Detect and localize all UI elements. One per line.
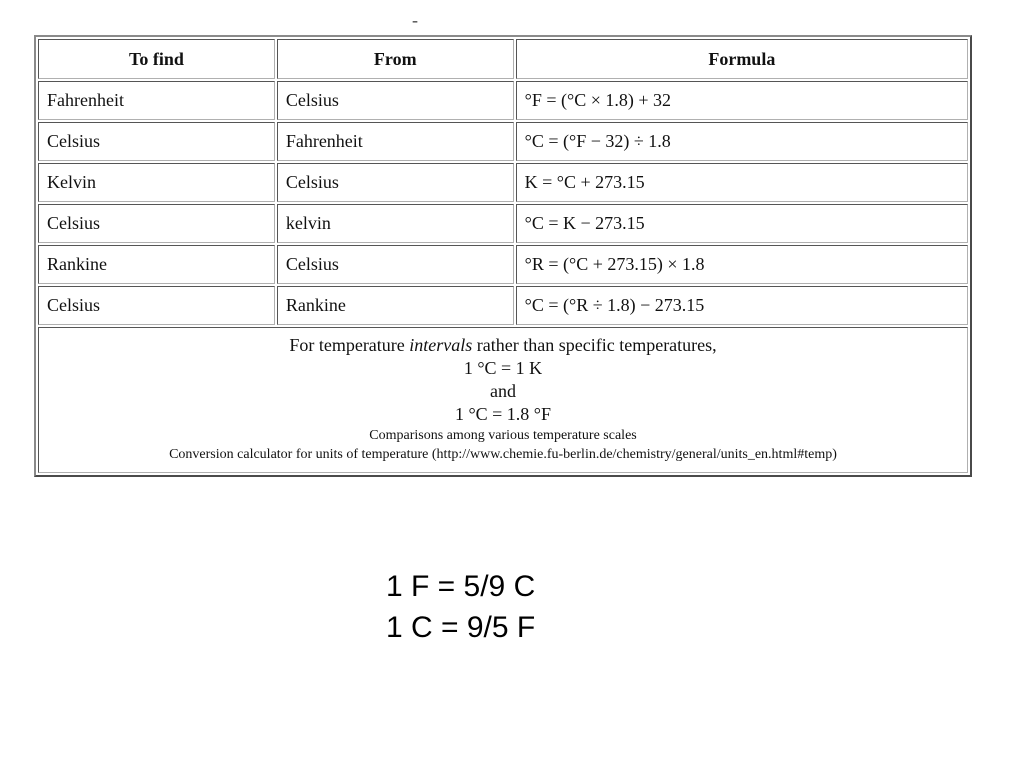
conversion-calculator-caption: Conversion calculator for units of temperature (http://www.chemie.fu-berlin.de/chemistry/general/units_en.html#temp) <box>169 447 837 462</box>
cell-from: Fahrenheit <box>277 122 514 161</box>
temperature-conversion-table <box>34 35 972 477</box>
cell-formula: °C = (°F − 32) ÷ 1.8 <box>516 122 968 161</box>
table-notes-cell <box>38 327 968 473</box>
cell-to-find: Celsius <box>38 204 275 243</box>
intervals-emphasis: intervals <box>409 335 473 355</box>
cell-formula: °C = (°R ÷ 1.8) − 273.15 <box>516 286 968 325</box>
table-row <box>38 245 968 284</box>
intervals-note: For temperature intervals rather than specific temperatures, <box>289 335 717 355</box>
table-row <box>38 286 968 325</box>
fahrenheit-to-celsius-formula: 1 F = 5/9 C <box>386 570 536 603</box>
comparisons-caption: Comparisons among various temperature scales <box>369 428 637 443</box>
cell-to-find: Rankine <box>38 245 275 284</box>
table-row <box>38 204 968 243</box>
column-header-to-find: To find <box>38 39 275 79</box>
cell-to-find: Kelvin <box>38 163 275 202</box>
cell-formula: K = °C + 273.15 <box>516 163 968 202</box>
table-header-row <box>38 39 968 79</box>
celsius-kelvin-equivalence: 1 °C = 1 K <box>463 358 543 378</box>
cell-to-find: Fahrenheit <box>38 81 275 120</box>
cell-formula: °R = (°C + 273.15) × 1.8 <box>516 245 968 284</box>
and-text: and <box>490 381 516 401</box>
cell-to-find: Celsius <box>38 286 275 325</box>
table-row <box>38 81 968 120</box>
cell-to-find: Celsius <box>38 122 275 161</box>
cell-from: kelvin <box>277 204 514 243</box>
cell-from: Celsius <box>277 163 514 202</box>
table-row <box>38 163 968 202</box>
column-header-from: From <box>277 39 514 79</box>
table-row <box>38 122 968 161</box>
cell-formula: °C = K − 273.15 <box>516 204 968 243</box>
cell-from: Celsius <box>277 81 514 120</box>
table-notes-row <box>38 327 968 473</box>
cell-formula: °F = (°C × 1.8) + 32 <box>516 81 968 120</box>
cell-from: Rankine <box>277 286 514 325</box>
interval-formulas <box>386 566 535 648</box>
celsius-fahrenheit-equivalence: 1 °C = 1.8 °F <box>454 404 552 424</box>
cell-from: Celsius <box>277 245 514 284</box>
column-header-formula: Formula <box>516 39 968 79</box>
top-mark: - <box>412 10 418 30</box>
celsius-to-fahrenheit-formula: 1 C = 9/5 F <box>386 611 536 644</box>
